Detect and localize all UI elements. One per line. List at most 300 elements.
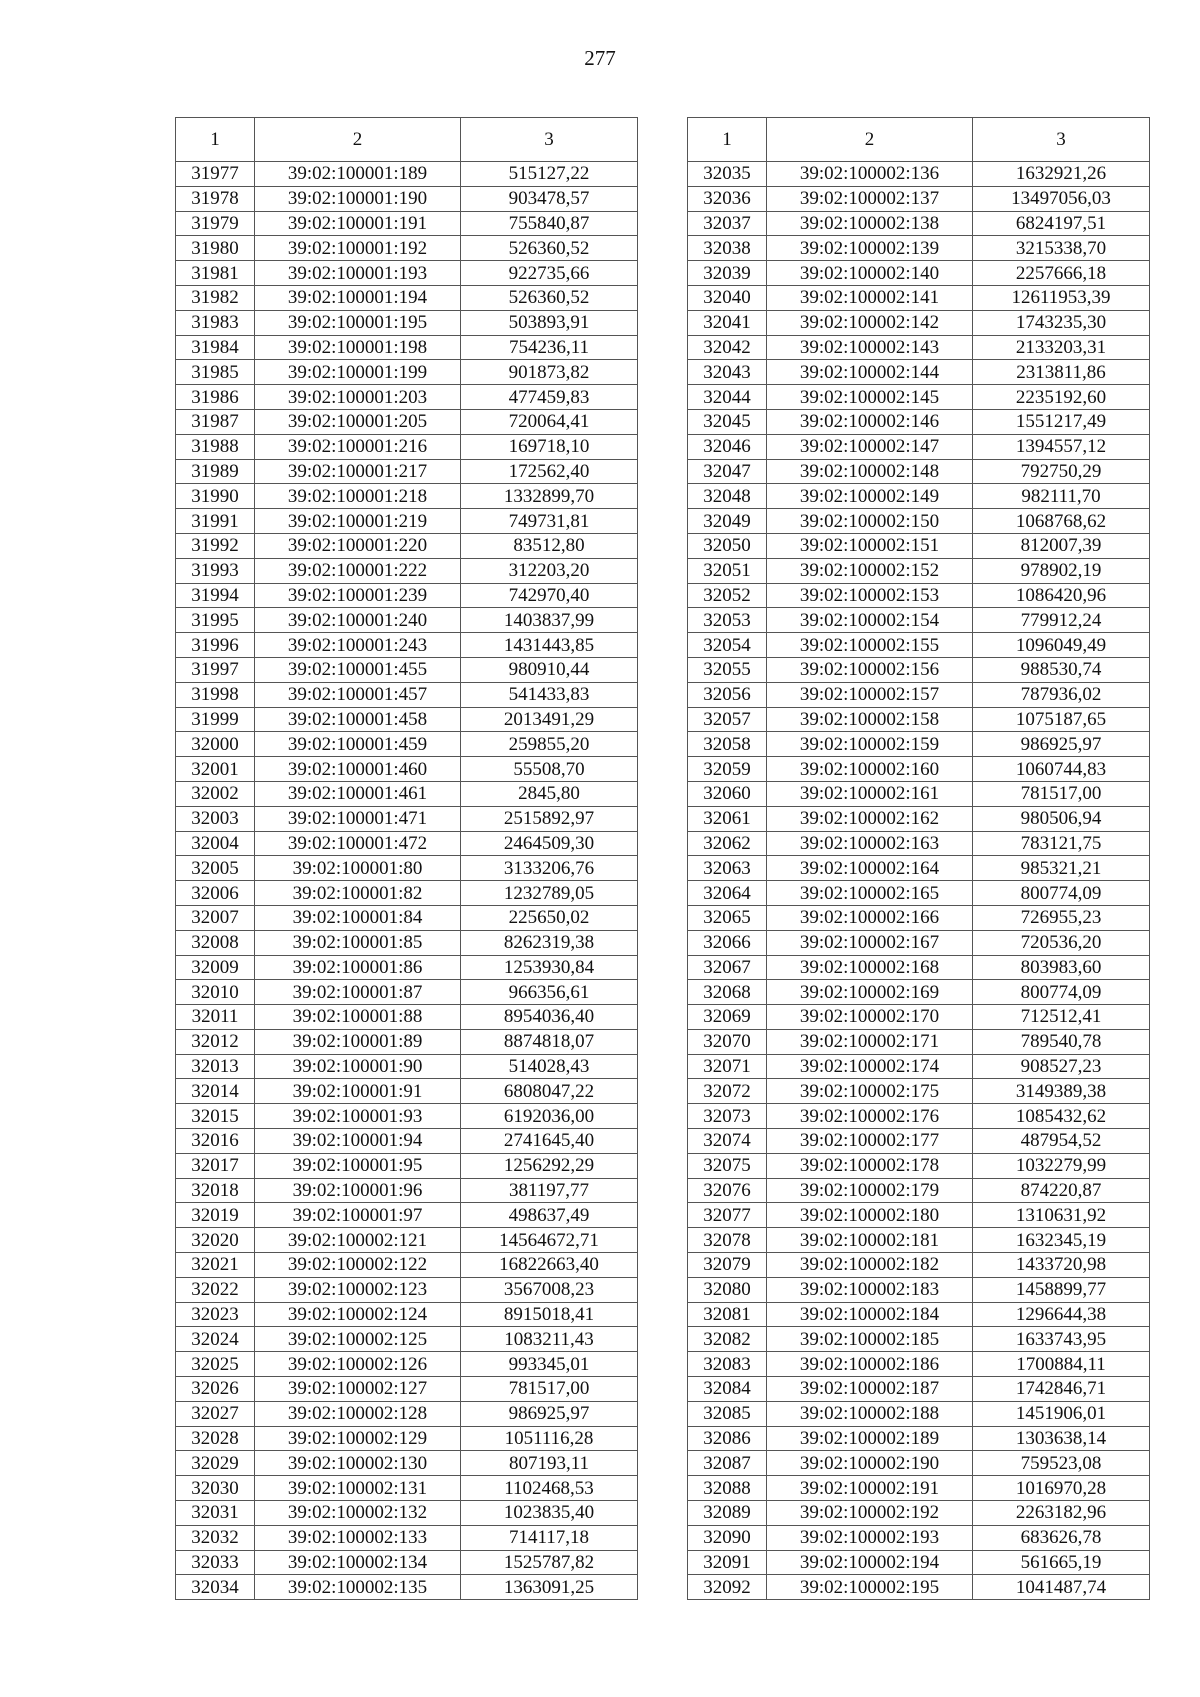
table-row (688, 1079, 1150, 1104)
value-cell: 55508,70 (461, 757, 638, 782)
cadastral-number-cell: 39:02:100002:181 (767, 1228, 973, 1253)
value-cell: 783121,75 (973, 831, 1150, 856)
value-cell: 726955,23 (973, 905, 1150, 930)
row-number-cell: 32060 (688, 781, 767, 806)
value-cell: 803983,60 (973, 955, 1150, 980)
row-number-cell: 32076 (688, 1178, 767, 1203)
row-number-cell: 31979 (176, 211, 255, 236)
value-cell: 986925,97 (973, 732, 1150, 757)
table-row (176, 1203, 638, 1228)
value-cell: 903478,57 (461, 186, 638, 211)
cadastral-number-cell: 39:02:100002:121 (255, 1228, 461, 1253)
value-cell: 712512,41 (973, 1005, 1150, 1030)
table-row (688, 385, 1150, 410)
table-row (176, 558, 638, 583)
cadastral-number-cell: 39:02:100002:132 (255, 1501, 461, 1526)
value-cell: 1332899,70 (461, 484, 638, 509)
value-cell: 985321,21 (973, 856, 1150, 881)
cadastral-number-cell: 39:02:100002:151 (767, 533, 973, 558)
value-cell: 683626,78 (973, 1525, 1150, 1550)
value-cell: 1051116,28 (461, 1426, 638, 1451)
cadastral-number-cell: 39:02:100002:127 (255, 1377, 461, 1402)
value-cell: 966356,61 (461, 980, 638, 1005)
value-cell: 83512,80 (461, 533, 638, 558)
value-cell: 1102468,53 (461, 1476, 638, 1501)
row-number-cell: 32083 (688, 1352, 767, 1377)
table-row (176, 633, 638, 658)
value-cell: 1403837,99 (461, 608, 638, 633)
value-cell: 1041487,74 (973, 1575, 1150, 1600)
row-number-cell: 32035 (688, 162, 767, 187)
table-row (688, 310, 1150, 335)
table-row (176, 707, 638, 732)
cadastral-number-cell: 39:02:100002:164 (767, 856, 973, 881)
cadastral-number-cell: 39:02:100002:138 (767, 211, 973, 236)
table-row (176, 1352, 638, 1377)
table-row (176, 509, 638, 534)
table-row (176, 881, 638, 906)
table-row (176, 905, 638, 930)
row-number-cell: 32072 (688, 1079, 767, 1104)
value-cell: 1068768,62 (973, 509, 1150, 534)
table-row (688, 1277, 1150, 1302)
row-number-cell: 32049 (688, 509, 767, 534)
row-number-cell: 32036 (688, 186, 767, 211)
cadastral-number-cell: 39:02:100001:194 (255, 285, 461, 310)
cadastral-number-cell: 39:02:100002:177 (767, 1129, 973, 1154)
table-row (176, 1550, 638, 1575)
row-number-cell: 32050 (688, 533, 767, 558)
page-number: 277 (584, 46, 616, 70)
row-number-cell: 31986 (176, 385, 255, 410)
row-number-cell: 31982 (176, 285, 255, 310)
value-cell: 908527,23 (973, 1054, 1150, 1079)
table-row (688, 1129, 1150, 1154)
table-row (176, 1302, 638, 1327)
row-number-cell: 31977 (176, 162, 255, 187)
value-cell: 526360,52 (461, 236, 638, 261)
table-row (176, 385, 638, 410)
value-cell: 755840,87 (461, 211, 638, 236)
row-number-cell: 32011 (176, 1005, 255, 1030)
table-row (176, 434, 638, 459)
column-header-2: 2 (767, 118, 973, 162)
table-row (688, 1153, 1150, 1178)
cadastral-number-cell: 39:02:100002:174 (767, 1054, 973, 1079)
row-number-cell: 32046 (688, 434, 767, 459)
cadastral-number-cell: 39:02:100001:85 (255, 930, 461, 955)
value-cell: 1633743,95 (973, 1327, 1150, 1352)
table-row (688, 285, 1150, 310)
table-row (688, 583, 1150, 608)
value-cell: 781517,00 (461, 1377, 638, 1402)
row-number-cell: 32022 (176, 1277, 255, 1302)
row-number-cell: 32062 (688, 831, 767, 856)
value-cell: 986925,97 (461, 1401, 638, 1426)
row-number-cell: 32068 (688, 980, 767, 1005)
cadastral-number-cell: 39:02:100001:217 (255, 459, 461, 484)
value-cell: 16822663,40 (461, 1253, 638, 1278)
cadastral-number-cell: 39:02:100002:128 (255, 1401, 461, 1426)
cadastral-number-cell: 39:02:100002:169 (767, 980, 973, 1005)
table-row (688, 1401, 1150, 1426)
row-number-cell: 32048 (688, 484, 767, 509)
value-cell: 714117,18 (461, 1525, 638, 1550)
row-number-cell: 32034 (176, 1575, 255, 1600)
table-row (688, 1327, 1150, 1352)
value-cell: 541433,83 (461, 682, 638, 707)
row-number-cell: 31989 (176, 459, 255, 484)
table-row (176, 608, 638, 633)
column-header-3: 3 (461, 118, 638, 162)
table-row (176, 459, 638, 484)
cadastral-number-cell: 39:02:100002:157 (767, 682, 973, 707)
row-number-cell: 32091 (688, 1550, 767, 1575)
value-cell: 789540,78 (973, 1029, 1150, 1054)
value-cell: 6808047,22 (461, 1079, 638, 1104)
table-row (688, 261, 1150, 286)
cadastral-number-cell: 39:02:100001:458 (255, 707, 461, 732)
row-number-cell: 32052 (688, 583, 767, 608)
data-table-right (687, 117, 1150, 1600)
row-number-cell: 32056 (688, 682, 767, 707)
table-row (176, 484, 638, 509)
value-cell: 781517,00 (973, 781, 1150, 806)
table-row (688, 1178, 1150, 1203)
row-number-cell: 32064 (688, 881, 767, 906)
value-cell: 2013491,29 (461, 707, 638, 732)
table-row (176, 1525, 638, 1550)
value-cell: 515127,22 (461, 162, 638, 187)
row-number-cell: 32026 (176, 1377, 255, 1402)
cadastral-number-cell: 39:02:100002:185 (767, 1327, 973, 1352)
row-number-cell: 32027 (176, 1401, 255, 1426)
table-row (688, 1005, 1150, 1030)
value-cell: 1075187,65 (973, 707, 1150, 732)
row-number-cell: 32037 (688, 211, 767, 236)
row-number-cell: 32070 (688, 1029, 767, 1054)
table-row (688, 162, 1150, 187)
value-cell: 8954036,40 (461, 1005, 638, 1030)
row-number-cell: 32028 (176, 1426, 255, 1451)
cadastral-number-cell: 39:02:100001:82 (255, 881, 461, 906)
table-row (688, 509, 1150, 534)
row-number-cell: 32016 (176, 1129, 255, 1154)
row-number-cell: 32007 (176, 905, 255, 930)
table-row (688, 186, 1150, 211)
cadastral-number-cell: 39:02:100002:122 (255, 1253, 461, 1278)
cadastral-number-cell: 39:02:100002:131 (255, 1476, 461, 1501)
table-row (176, 1451, 638, 1476)
row-number-cell: 32032 (176, 1525, 255, 1550)
cadastral-number-cell: 39:02:100001:96 (255, 1178, 461, 1203)
table-row (176, 781, 638, 806)
cadastral-number-cell: 39:02:100002:168 (767, 955, 973, 980)
row-number-cell: 32030 (176, 1476, 255, 1501)
cadastral-number-cell: 39:02:100001:190 (255, 186, 461, 211)
value-cell: 874220,87 (973, 1178, 1150, 1203)
cadastral-number-cell: 39:02:100002:179 (767, 1178, 973, 1203)
value-cell: 754236,11 (461, 335, 638, 360)
value-cell: 498637,49 (461, 1203, 638, 1228)
value-cell: 8915018,41 (461, 1302, 638, 1327)
value-cell: 1023835,40 (461, 1501, 638, 1526)
row-number-cell: 32075 (688, 1153, 767, 1178)
cadastral-number-cell: 39:02:100002:162 (767, 806, 973, 831)
table-row (688, 1104, 1150, 1129)
value-cell: 3215338,70 (973, 236, 1150, 261)
value-cell: 787936,02 (973, 682, 1150, 707)
value-cell: 1743235,30 (973, 310, 1150, 335)
table-row (688, 930, 1150, 955)
cadastral-number-cell: 39:02:100001:91 (255, 1079, 461, 1104)
table-row (176, 980, 638, 1005)
table-row (176, 211, 638, 236)
table-row (688, 236, 1150, 261)
cadastral-number-cell: 39:02:100001:192 (255, 236, 461, 261)
cadastral-number-cell: 39:02:100002:124 (255, 1302, 461, 1327)
cadastral-number-cell: 39:02:100002:161 (767, 781, 973, 806)
cadastral-number-cell: 39:02:100002:148 (767, 459, 973, 484)
row-number-cell: 32051 (688, 558, 767, 583)
table-row (176, 1501, 638, 1526)
row-number-cell: 32079 (688, 1253, 767, 1278)
value-cell: 901873,82 (461, 360, 638, 385)
row-number-cell: 32015 (176, 1104, 255, 1129)
row-number-cell: 32077 (688, 1203, 767, 1228)
value-cell: 2263182,96 (973, 1501, 1150, 1526)
cadastral-number-cell: 39:02:100002:156 (767, 657, 973, 682)
value-cell: 1256292,29 (461, 1153, 638, 1178)
row-number-cell: 32069 (688, 1005, 767, 1030)
row-number-cell: 31978 (176, 186, 255, 211)
table-row (688, 1575, 1150, 1600)
value-cell: 169718,10 (461, 434, 638, 459)
value-cell: 1431443,85 (461, 633, 638, 658)
row-number-cell: 32045 (688, 409, 767, 434)
cadastral-number-cell: 39:02:100002:145 (767, 385, 973, 410)
row-number-cell: 31983 (176, 310, 255, 335)
table-row (688, 831, 1150, 856)
row-number-cell: 31987 (176, 409, 255, 434)
value-cell: 1310631,92 (973, 1203, 1150, 1228)
value-cell: 1742846,71 (973, 1377, 1150, 1402)
table-row (176, 1029, 638, 1054)
cadastral-number-cell: 39:02:100002:178 (767, 1153, 973, 1178)
row-number-cell: 31996 (176, 633, 255, 658)
table-row (176, 1005, 638, 1030)
row-number-cell: 32025 (176, 1352, 255, 1377)
value-cell: 3149389,38 (973, 1079, 1150, 1104)
table-row (176, 261, 638, 286)
row-number-cell: 32053 (688, 608, 767, 633)
row-number-cell: 32040 (688, 285, 767, 310)
cadastral-number-cell: 39:02:100001:220 (255, 533, 461, 558)
row-number-cell: 32009 (176, 955, 255, 980)
value-cell: 503893,91 (461, 310, 638, 335)
value-cell: 982111,70 (973, 484, 1150, 509)
value-cell: 800774,09 (973, 881, 1150, 906)
cadastral-number-cell: 39:02:100001:191 (255, 211, 461, 236)
row-number-cell: 32012 (176, 1029, 255, 1054)
table-row (176, 1377, 638, 1402)
row-number-cell: 31994 (176, 583, 255, 608)
row-number-cell: 32006 (176, 881, 255, 906)
table-row (176, 360, 638, 385)
row-number-cell: 31985 (176, 360, 255, 385)
table-row (688, 657, 1150, 682)
cadastral-number-cell: 39:02:100002:123 (255, 1277, 461, 1302)
cadastral-number-cell: 39:02:100002:171 (767, 1029, 973, 1054)
table-row (176, 285, 638, 310)
value-cell: 742970,40 (461, 583, 638, 608)
value-cell: 1303638,14 (973, 1426, 1150, 1451)
value-cell: 1525787,82 (461, 1550, 638, 1575)
table-row (688, 905, 1150, 930)
cadastral-number-cell: 39:02:100002:167 (767, 930, 973, 955)
table-row (688, 459, 1150, 484)
table-row (688, 1550, 1150, 1575)
cadastral-number-cell: 39:02:100001:198 (255, 335, 461, 360)
table-row (688, 980, 1150, 1005)
value-cell: 526360,52 (461, 285, 638, 310)
table-row (688, 211, 1150, 236)
table-row (688, 608, 1150, 633)
table-row (688, 434, 1150, 459)
row-number-cell: 32019 (176, 1203, 255, 1228)
row-number-cell: 32039 (688, 261, 767, 286)
cadastral-number-cell: 39:02:100001:189 (255, 162, 461, 187)
row-number-cell: 31998 (176, 682, 255, 707)
cadastral-number-cell: 39:02:100002:137 (767, 186, 973, 211)
table-row (688, 955, 1150, 980)
row-number-cell: 32071 (688, 1054, 767, 1079)
table-header (688, 118, 1150, 162)
cadastral-number-cell: 39:02:100001:84 (255, 905, 461, 930)
table-row (176, 757, 638, 782)
row-number-cell: 32018 (176, 1178, 255, 1203)
cadastral-number-cell: 39:02:100002:188 (767, 1401, 973, 1426)
cadastral-number-cell: 39:02:100001:94 (255, 1129, 461, 1154)
row-number-cell: 32021 (176, 1253, 255, 1278)
table-row (176, 583, 638, 608)
value-cell: 1632345,19 (973, 1228, 1150, 1253)
table-row (176, 1104, 638, 1129)
table-row (688, 1476, 1150, 1501)
column-header-1: 1 (688, 118, 767, 162)
cadastral-number-cell: 39:02:100002:194 (767, 1550, 973, 1575)
table-row (688, 633, 1150, 658)
row-number-cell: 32057 (688, 707, 767, 732)
cadastral-number-cell: 39:02:100001:95 (255, 1153, 461, 1178)
table-row (176, 1575, 638, 1600)
value-cell: 6824197,51 (973, 211, 1150, 236)
table-row (688, 484, 1150, 509)
table-row (176, 1253, 638, 1278)
table-row (688, 1501, 1150, 1526)
cadastral-number-cell: 39:02:100002:150 (767, 509, 973, 534)
cadastral-number-cell: 39:02:100002:160 (767, 757, 973, 782)
table-row (176, 1153, 638, 1178)
cadastral-number-cell: 39:02:100002:186 (767, 1352, 973, 1377)
cadastral-number-cell: 39:02:100001:461 (255, 781, 461, 806)
row-number-cell: 32058 (688, 732, 767, 757)
cadastral-number-cell: 39:02:100002:192 (767, 1501, 973, 1526)
row-number-cell: 32023 (176, 1302, 255, 1327)
value-cell: 6192036,00 (461, 1104, 638, 1129)
row-number-cell: 32059 (688, 757, 767, 782)
value-cell: 978902,19 (973, 558, 1150, 583)
table-row (176, 955, 638, 980)
cadastral-number-cell: 39:02:100002:195 (767, 1575, 973, 1600)
table-row (688, 409, 1150, 434)
row-number-cell: 32000 (176, 732, 255, 757)
cadastral-number-cell: 39:02:100002:141 (767, 285, 973, 310)
value-cell: 1458899,77 (973, 1277, 1150, 1302)
table-row (176, 831, 638, 856)
value-cell: 2464509,30 (461, 831, 638, 856)
table-row (176, 310, 638, 335)
value-cell: 1632921,26 (973, 162, 1150, 187)
row-number-cell: 32090 (688, 1525, 767, 1550)
cadastral-number-cell: 39:02:100002:166 (767, 905, 973, 930)
cadastral-number-cell: 39:02:100002:159 (767, 732, 973, 757)
row-number-cell: 32088 (688, 1476, 767, 1501)
value-cell: 225650,02 (461, 905, 638, 930)
cadastral-number-cell: 39:02:100001:455 (255, 657, 461, 682)
table-row (688, 1377, 1150, 1402)
row-number-cell: 32002 (176, 781, 255, 806)
cadastral-number-cell: 39:02:100001:199 (255, 360, 461, 385)
cadastral-number-cell: 39:02:100002:146 (767, 409, 973, 434)
value-cell: 3567008,23 (461, 1277, 638, 1302)
table-header (176, 118, 638, 162)
table-row (176, 1327, 638, 1352)
row-number-cell: 32082 (688, 1327, 767, 1352)
value-cell: 807193,11 (461, 1451, 638, 1476)
row-number-cell: 32043 (688, 360, 767, 385)
row-number-cell: 32004 (176, 831, 255, 856)
value-cell: 1016970,28 (973, 1476, 1150, 1501)
table-row (688, 1054, 1150, 1079)
value-cell: 720064,41 (461, 409, 638, 434)
table-row (176, 1476, 638, 1501)
row-number-cell: 32067 (688, 955, 767, 980)
value-cell: 792750,29 (973, 459, 1150, 484)
row-number-cell: 32081 (688, 1302, 767, 1327)
cadastral-number-cell: 39:02:100001:90 (255, 1054, 461, 1079)
table-row (176, 682, 638, 707)
cadastral-number-cell: 39:02:100002:158 (767, 707, 973, 732)
value-cell: 1032279,99 (973, 1153, 1150, 1178)
table-row (688, 806, 1150, 831)
table-row (176, 1054, 638, 1079)
table-row (176, 1426, 638, 1451)
cadastral-number-cell: 39:02:100001:472 (255, 831, 461, 856)
table-row (688, 682, 1150, 707)
row-number-cell: 32092 (688, 1575, 767, 1600)
cadastral-number-cell: 39:02:100002:144 (767, 360, 973, 385)
cadastral-number-cell: 39:02:100001:243 (255, 633, 461, 658)
cadastral-number-cell: 39:02:100001:193 (255, 261, 461, 286)
table-row (176, 335, 638, 360)
row-number-cell: 32085 (688, 1401, 767, 1426)
cadastral-number-cell: 39:02:100002:184 (767, 1302, 973, 1327)
cadastral-number-cell: 39:02:100001:219 (255, 509, 461, 534)
cadastral-number-cell: 39:02:100002:189 (767, 1426, 973, 1451)
table-row (176, 1129, 638, 1154)
row-number-cell: 32080 (688, 1277, 767, 1302)
